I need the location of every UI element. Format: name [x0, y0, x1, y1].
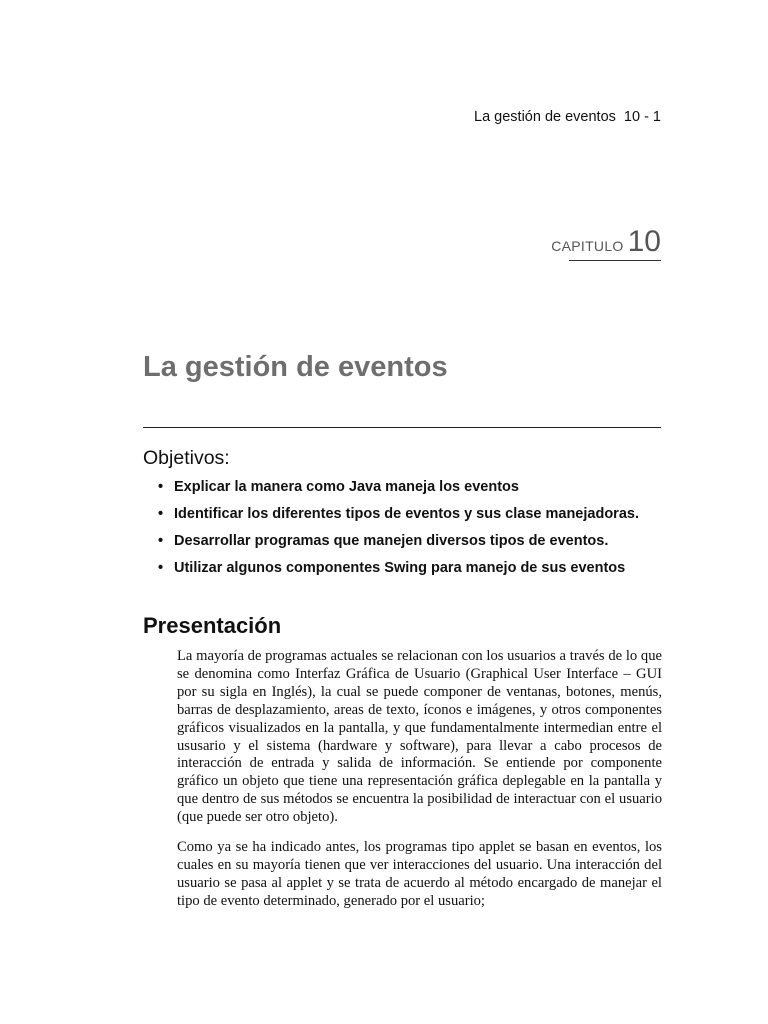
chapter-rule — [569, 260, 661, 261]
objective-item — [158, 505, 668, 532]
objective-item — [158, 532, 668, 559]
bullet-icon: • — [158, 560, 164, 576]
chapter-number: 10 — [627, 225, 661, 258]
title-divider — [143, 427, 661, 428]
body-paragraph: La mayoría de programas actuales se relacionan con los usuarios a través de lo que se denomina como Interfaz Gráfica de Usuario (Graphical User Interface – GUI por su sigla en Inglés), la cual se puede componer de ventanas, botones, menús, barras de desplazamiento, areas de texto, íconos e imágenes, y otros componentes gráficos visualizados en la pantalla, y que fundamentalmente intermedian entre el ususario y el sistema (hardware y software), para llevar a cabo procesos de interacción de entrada y salida de información. Se entiende por componente gráfico un objeto que tiene una representación gráfica deplegable en la pantalla y que dentro de sus métodos se encuentra la posibilidad de interactuar con el usuario (que puede ser otro objeto). — [177, 648, 662, 826]
bullet-icon: • — [158, 479, 164, 495]
objective-text: Desarrollar programas que manejen diversos tipos de eventos. — [174, 533, 609, 549]
objective-item — [158, 478, 668, 505]
bullet-icon: • — [158, 506, 164, 522]
objective-text: Identificar los diferentes tipos de eventos y sus clase manejadoras. — [174, 506, 639, 522]
objectives-list — [158, 478, 668, 586]
bullet-icon: • — [158, 533, 164, 549]
chapter-label — [551, 225, 661, 259]
section-heading-presentation: Presentación — [143, 613, 282, 638]
objective-text: Explicar la manera como Java maneja los eventos — [174, 479, 519, 495]
objective-text: Utilizar algunos componentes Swing para manejo de sus eventos — [174, 560, 626, 576]
chapter-word: CAPITULO — [551, 238, 624, 254]
running-header — [474, 109, 661, 125]
running-header-title: La gestión de eventos — [474, 109, 616, 125]
body-paragraph: Como ya se ha indicado antes, los programas tipo applet se basan en eventos, los cuales en su mayoría tienen que ver interacciones del usuario. Una interacción del usuario se pasa al applet y se trata de acuerdo al método encargado de manejar el tipo de evento determinado, generado por el usuario; — [177, 839, 662, 909]
page-number: 10 - 1 — [623, 109, 661, 125]
chapter-title: La gestión de eventos — [143, 351, 448, 383]
objectives-heading: Objetivos: — [143, 447, 230, 469]
objective-item — [158, 559, 668, 586]
